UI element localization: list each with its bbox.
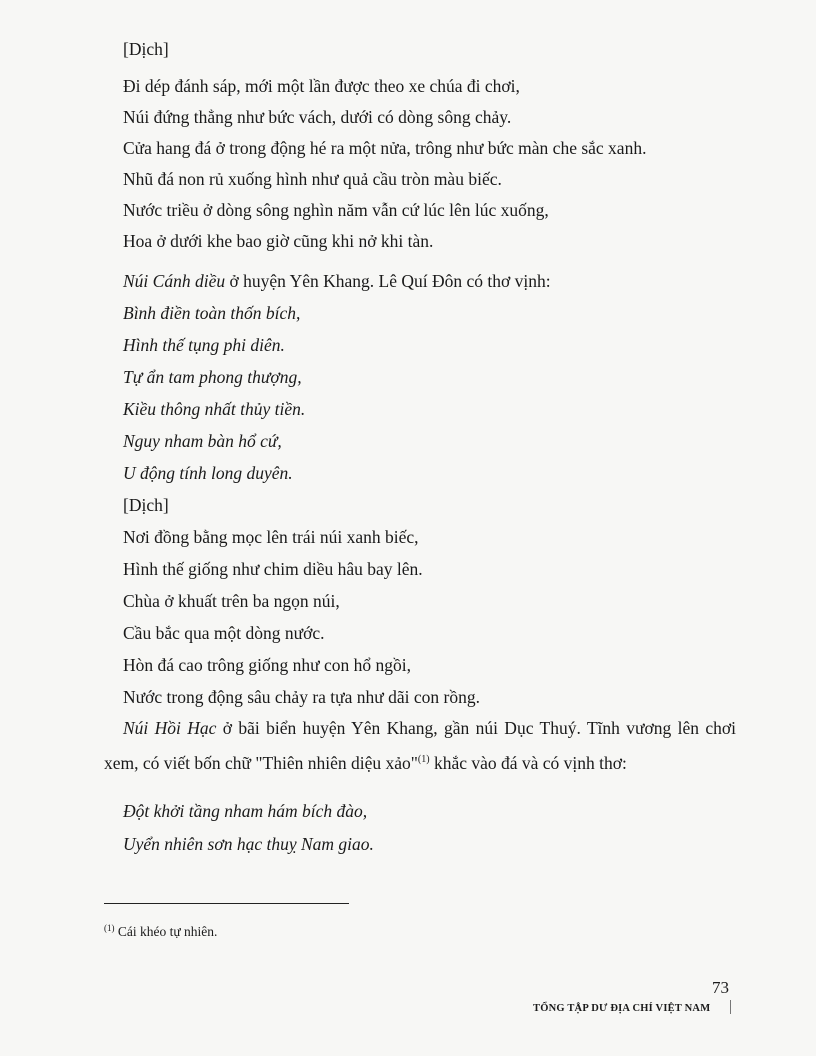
mountain-name: Núi Hồi Hạc [123,718,217,738]
verse-line: Chùa ở khuất trên ba ngọn núi, [123,591,340,611]
poem-line: Tự ẩn tam phong thượng, [123,367,302,387]
poem-line: Kiều thông nhất thủy tiền. [123,399,306,419]
intro-text: ở huyện Yên Khang. Lê Quí Đôn có thơ vịnh: [225,271,551,291]
mountain-intro [123,270,551,292]
poem-line: Đột khởi tầng nham hám bích đào, [123,801,368,821]
footnote-divider [104,903,349,904]
verse-line: Hoa ở dưới khe bao giờ cũng khi nở khi tàn. [123,231,434,251]
verse-line: Hình thế giống như chim diều hâu bay lên. [123,559,423,579]
margin-mark [730,1000,731,1014]
footnote-ref: (1) [417,754,430,765]
verse-line: Cửa hang đá ở trong động hé ra một nửa, trông như bức màn che sắc xanh. [123,138,647,158]
poem-line: Bình điền toàn thốn bích, [123,303,301,323]
poem-line: U động tính long duyên. [123,463,293,483]
verse-line: Nước triều ở dòng sông nghìn năm vẫn cứ lúc lên lúc xuống, [123,200,549,220]
verse-line: Hòn đá cao trông giống như con hổ ngồi, [123,655,411,675]
verse-line: Núi đứng thẳng như bức vách, dưới có dòng sông chảy. [123,107,512,127]
translation-label: [Dịch] [123,39,169,59]
mountain-name: Núi Cánh diều [123,271,226,291]
translation-label: [Dịch] [123,495,169,515]
page-number: 73 [712,978,729,997]
poem-line: Uyển nhiên sơn hạc thuỵ Nam giao. [123,834,374,854]
footnote-text: Cái khéo tự nhiên. [114,924,218,939]
body-paragraph: Núi Hồi Hạc ở bãi biển huyện Yên Khang, gần núi Dục Thuý. Tĩnh vương lên chơi xem, có viết bốn chữ "Thiên nhiên diệu xảo"$^{(1)}$ khắc vào đá và có vịnh thơ: [104,718,736,773]
verse-line: Nhũ đá non rủ xuống hình như quả cầu tròn màu biếc. [123,169,502,189]
verse-line: Đi dép đánh sáp, mới một lần được theo xe chúa đi chơi, [123,76,520,96]
running-head: TỔNG TẬP DƯ ĐỊA CHÍ VIỆT NAM [533,1003,711,1014]
verse-line: Nước trong động sâu chảy ra tựa như dãi con rồng. [123,687,480,707]
verse-line: Nơi đồng bằng mọc lên trái núi xanh biếc, [123,527,419,547]
footnote [104,919,217,941]
poem-line: Hình thế tụng phi diên. [123,335,285,355]
poem-line: Nguy nham bàn hổ cứ, [123,431,282,451]
verse-line: Cầu bắc qua một dòng nước. [123,623,325,643]
footnote-marker: (1) [104,923,115,933]
